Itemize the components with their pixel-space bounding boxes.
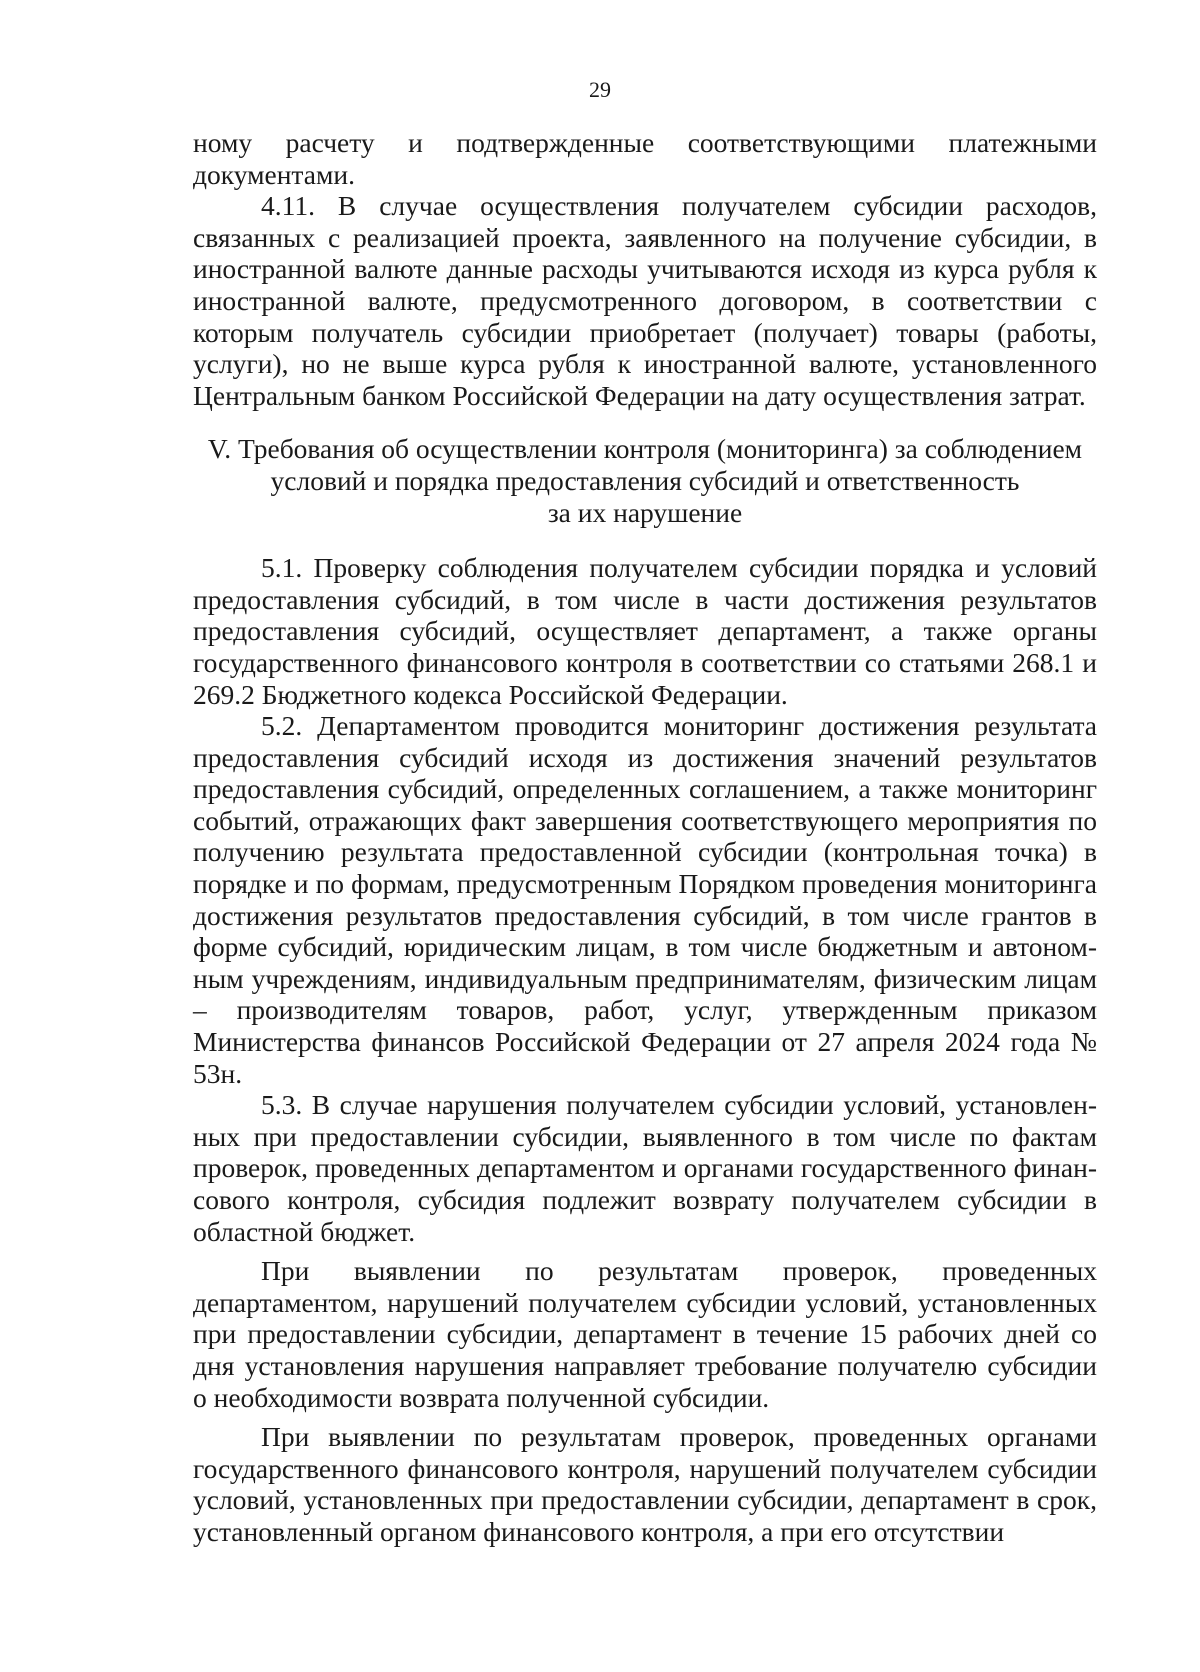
paragraph-5-3: 5.3. В случае нарушения получателем субсидии условий, установленных при предоставлении субсидии, выявленного в том числе по фактам проверок, проведенных департаментом и органами государственного финансового контроля, субсидия подлежит возврату получателем субсидии в областной бюджет. [193, 1089, 1097, 1247]
section-heading-line: за их нарушение [547, 496, 743, 528]
section-heading-line: условий и порядка предоставления субсидий и ответственность [270, 464, 1020, 496]
paragraph-department-violations: При выявлении по результатам проверок, проведенных департаментом, нарушений получателем субсидии условий, установленных при предоставлении субсидии, департамент в течение 15 рабочих дней со дня установления нарушения направляет требование получателю субсидии о необходимости возврата полученной субсидии. [193, 1255, 1097, 1413]
paragraph-4-11: 4.11. В случае осуществления получателем субсидии расходов, связанных с реализацией проекта, заявленного на получение субсидии, в иностранной валюте данные расходы учитываются исходя из курса рубля к иностранной валюте, предусмотренного договором, в соответствии с которым получатель субсидии приобретает (получает) товары (работы, услуги), но не выше курса рубля к иностранной валюте, установленного Центральным банком Российской Федерации на дату осуществления затрат. [193, 190, 1097, 411]
paragraph-control-violations: При выявлении по результатам проверок, проведенных органами государственного финансового контроля, нарушений получателем субсидии условий, установленных при предоставлении субсидии, департамент в срок, установленный органом финансового контроля, а при его отсутствии [193, 1421, 1097, 1547]
paragraph-5-2: 5.2. Департаментом проводится мониторинг достижения результата предоставления субсидий исходя из достижения значений результатов предоставления субсидий, определенных соглашением, а также мониторинг событий, отражающих факт завершения соответствующего мероприятия по получению результата предоставленной субсидии (контрольная точка) в порядке и по формам, предусмотренным Порядком проведения мониторинга достижения результатов предоставления субсидий, в том числе грантов в форме субсидий, юридическим лицам, в том числе бюджетным и автономным учреждениям, индивидуальным предпринимателям, физическим лицам – производителям товаров, работ, услуг, утвержденным приказом Министерства финансов Российской Федерации от 27 апреля 2024 года № 53н. [193, 710, 1097, 1089]
paragraph-continuation: ному расчету и подтвержденные соответствующими платежными документами. [193, 127, 1097, 190]
section-heading [193, 433, 1097, 528]
paragraph-5-1: 5.1. Проверку соблюдения получателем субсидии порядка и условий предоставления субсидий, в том числе в части достижения результатов предоставления субсидий, осуществляет департамент, а также органы государственного финансового контроля в соответствии со статьями 268.1 и 269.2 Бюджетного кодекса Российской Федерации. [193, 552, 1097, 710]
page-number: 29 [589, 77, 611, 102]
section-heading-line: V. Требования об осуществлении контроля (мониторинга) за соблюдением [207, 433, 1083, 465]
document-body [193, 127, 1097, 1548]
